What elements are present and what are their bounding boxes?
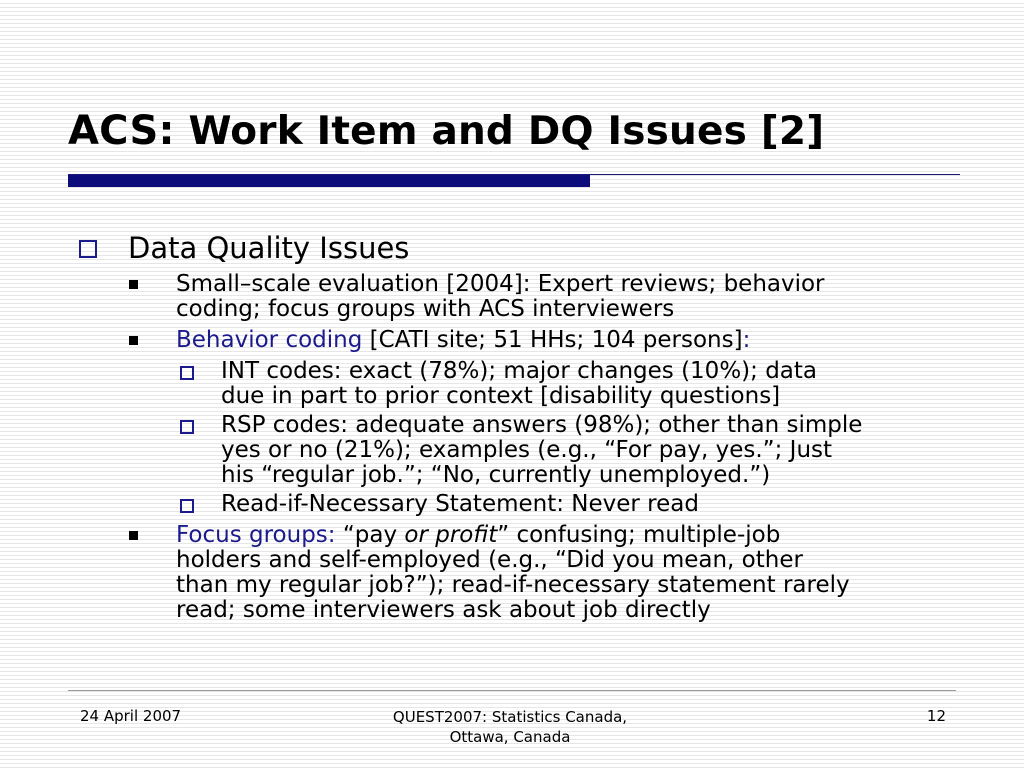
square-bullet-icon (129, 280, 138, 289)
square-bullet-icon (129, 336, 138, 345)
title-rest: Work Item and DQ Issues [2] (174, 109, 825, 154)
sub3-line1: Read-if-Necessary Statement: Never read (221, 491, 699, 517)
sub2-line1: RSP codes: adequate answers (98%); other than simple (221, 412, 863, 438)
hollow-square-bullet-icon (180, 420, 194, 434)
footer-event-line1: QUEST2007: Statistics Canada, (392, 708, 628, 726)
sub1-line1: INT codes: exact (78%); major changes (10%); data (221, 358, 818, 384)
title-prefix: ACS: (68, 108, 175, 154)
square-bullet-icon (129, 531, 138, 540)
item1-line2: coding; focus groups with ACS interviewers (176, 296, 675, 322)
item2-text: [CATI site; 51 HHs; 104 persons] (362, 327, 743, 353)
sub1-line2: due in part to prior context [disability questions] (221, 383, 781, 409)
item3-italic: or profit (404, 522, 498, 548)
footer-event (360, 707, 660, 747)
item3-line3: than my regular job?”); read-if-necessary statement rarely (176, 572, 850, 598)
focus-groups-label: Focus groups: (176, 522, 336, 548)
hollow-square-bullet-icon (180, 366, 194, 380)
footer-event-line2: Ottawa, Canada (449, 728, 571, 746)
footer-date: 24 April 2007 (80, 707, 182, 725)
item2-colon: : (742, 327, 751, 353)
item3-post: ” confusing; multiple-job (497, 522, 781, 548)
sub2-line2: yes or no (21%); examples (e.g., “For pay, yes.”; Just (221, 437, 833, 463)
sub2-line3: his “regular job.”; “No, currently unemployed.”) (221, 462, 771, 488)
footer-rule (68, 690, 956, 691)
item3-line4: read; some interviewers ask about job directly (176, 597, 711, 623)
item3-line2: holders and self-employed (e.g., “Did you mean, other (176, 547, 803, 573)
item3-line1 (176, 523, 780, 548)
item3-pre: “pay (335, 522, 405, 548)
slide-number: 12 (926, 707, 946, 725)
item1-line1: Small–scale evaluation [2004]: Expert reviews; behavior (176, 271, 825, 297)
hollow-square-bullet-icon (180, 499, 194, 513)
behavior-coding-label: Behavior coding (176, 327, 363, 353)
hollow-square-bullet-icon (79, 240, 97, 258)
level1-heading: Data Quality Issues (128, 231, 410, 265)
item2-line (176, 328, 750, 353)
